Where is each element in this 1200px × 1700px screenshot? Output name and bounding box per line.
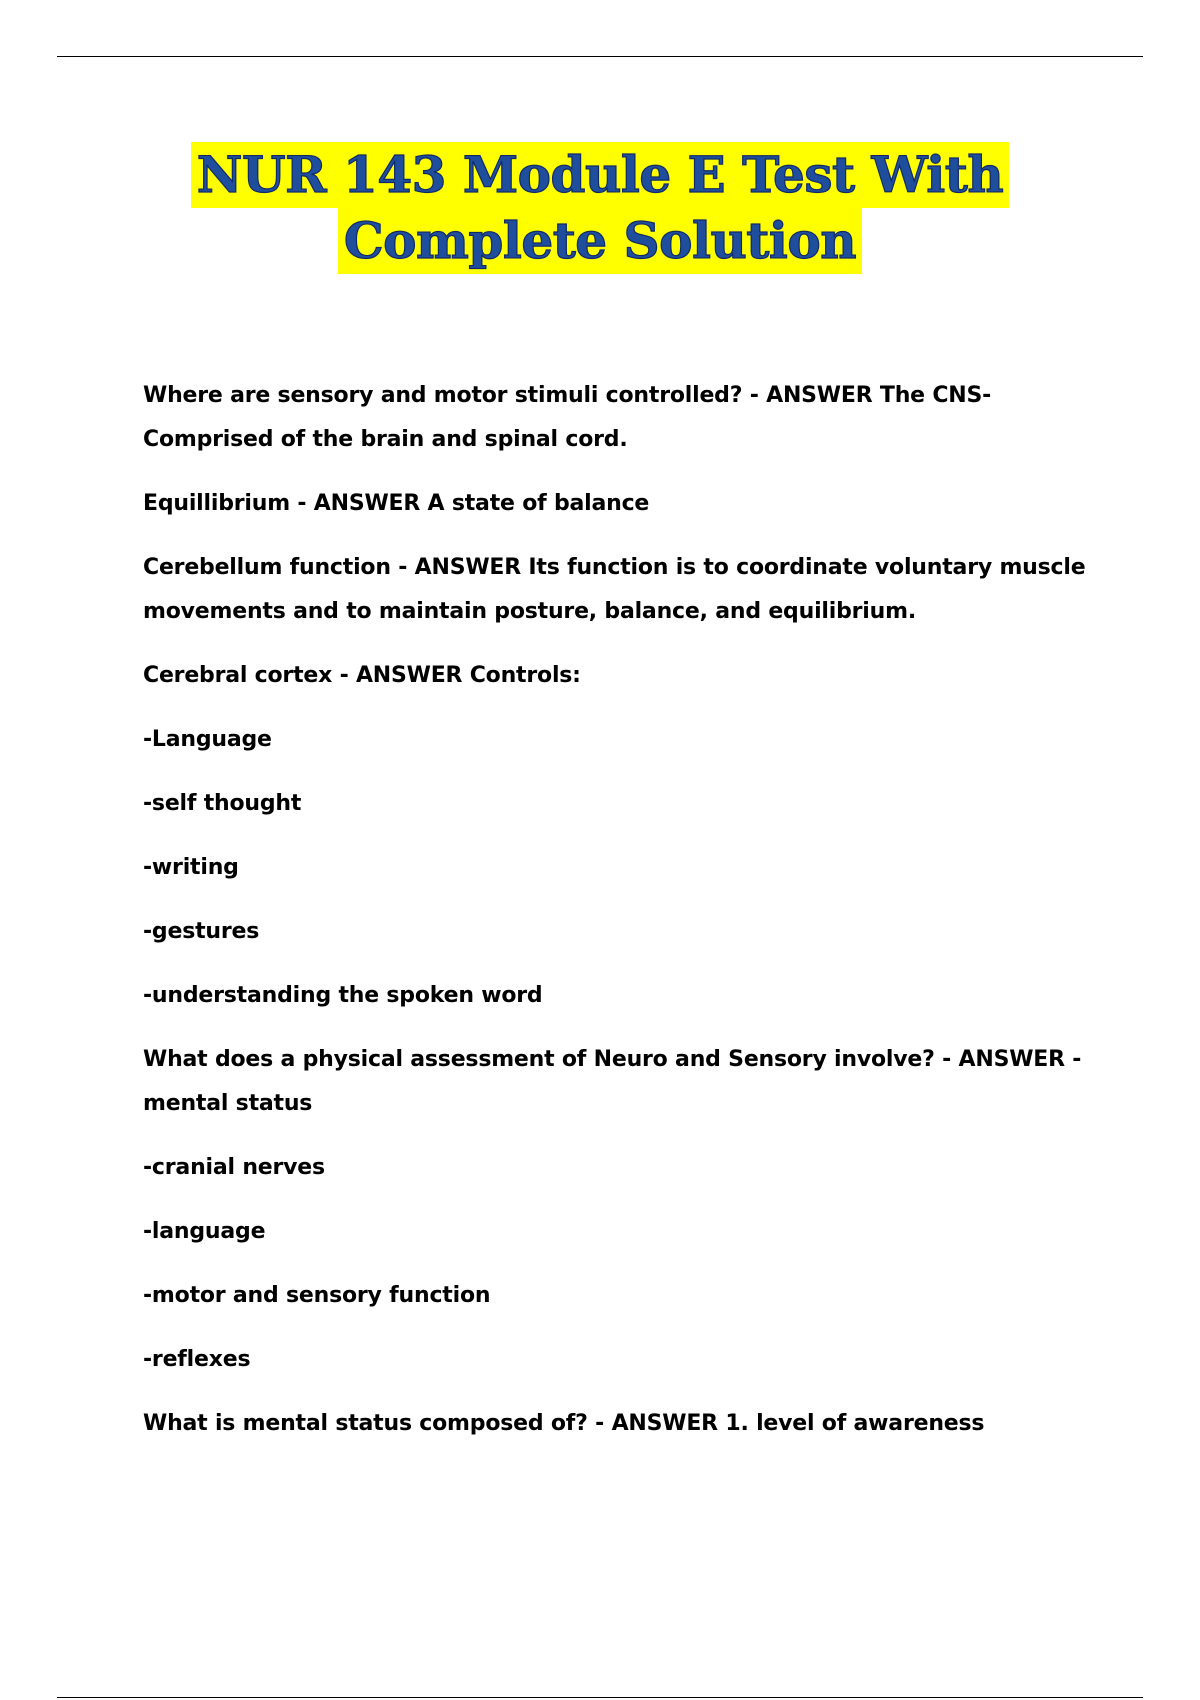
qa-cerebellum: Cerebellum function - ANSWER Its function is to coordinate voluntary muscle movements and to maintain posture, balance, and equilibrium. <box>143 555 1086 624</box>
list-item: -Language <box>143 727 272 752</box>
list-item: -reflexes <box>143 1347 251 1372</box>
qa-mental-status: What is mental status composed of? - ANSWER 1. level of awareness <box>143 1411 985 1436</box>
list-item: -cranial nerves <box>143 1155 325 1180</box>
qa-equilibrium: Equillibrium - ANSWER A state of balance <box>143 491 650 516</box>
title-line-2: Complete Solution <box>338 208 862 274</box>
list-item: -gestures <box>143 919 260 944</box>
list-item: -writing <box>143 855 239 880</box>
header-rule <box>57 56 1143 57</box>
list-item: -self thought <box>143 791 302 816</box>
qa-cerebral-cortex: Cerebral cortex - ANSWER Controls: <box>143 663 581 688</box>
qa-sensory-motor: Where are sensory and motor stimuli controlled? - ANSWER The CNS- Comprised of the brain and spinal cord. <box>143 383 992 452</box>
footer-rule <box>57 1697 1143 1698</box>
list-item: -understanding the spoken word <box>143 983 543 1008</box>
document-body <box>143 374 1093 1466</box>
list-item: -language <box>143 1219 266 1244</box>
title-line-1: NUR 143 Module E Test With <box>191 142 1009 208</box>
list-item: -motor and sensory function <box>143 1283 491 1308</box>
document-title <box>0 142 1200 274</box>
qa-physical-assessment: What does a physical assessment of Neuro and Sensory involve? - ANSWER -mental status <box>143 1047 1082 1116</box>
